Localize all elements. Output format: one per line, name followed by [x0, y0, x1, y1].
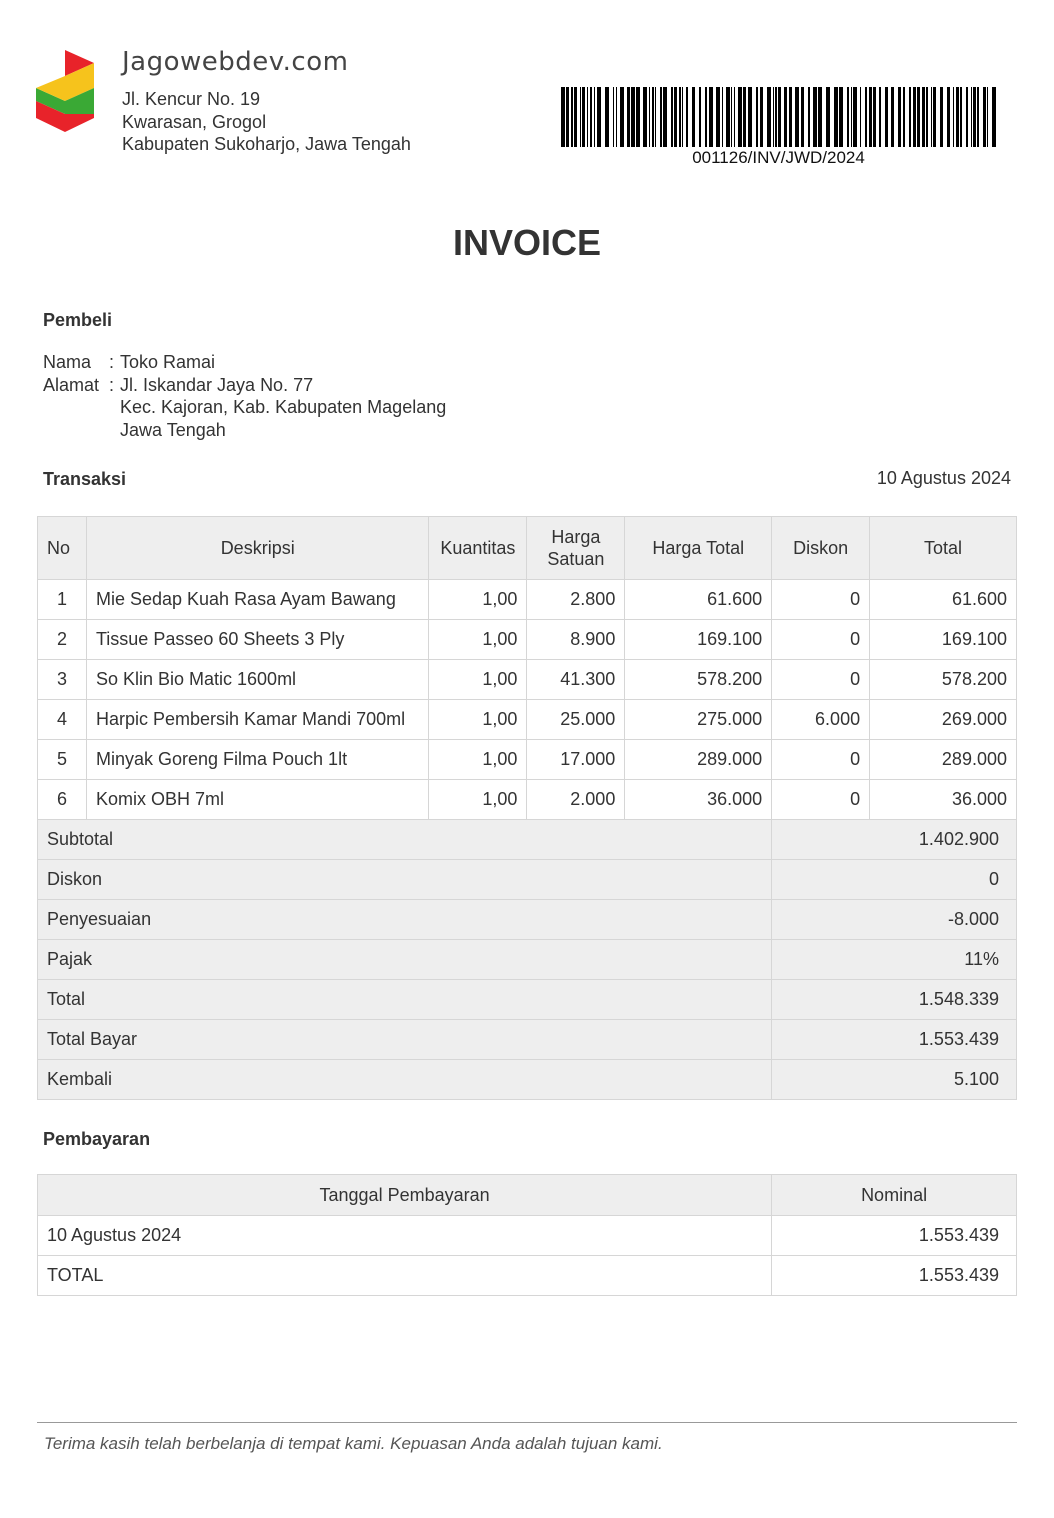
barcode-bar	[699, 87, 701, 147]
barcode-bar	[873, 87, 876, 147]
transaction-date: 10 Agustus 2024	[876, 468, 1011, 488]
barcode-bar	[879, 87, 881, 147]
buyer-address-line: Jawa Tengah	[120, 420, 226, 441]
item-no: 5	[38, 740, 87, 780]
barcode-bar	[773, 87, 774, 147]
item-discount: 0	[772, 660, 870, 700]
barcode-bar	[674, 87, 677, 147]
summary-label: Pajak	[38, 940, 772, 980]
barcode-bar	[922, 87, 925, 147]
barcode-bar	[960, 87, 962, 147]
item-discount: 0	[772, 580, 870, 620]
item-total: 289.000	[870, 740, 1017, 780]
page-title: INVOICE	[452, 222, 602, 263]
column-header: Nominal	[772, 1175, 1017, 1216]
item-description: Harpic Pembersih Kamar Mandi 700ml	[86, 700, 428, 740]
barcode-bar	[953, 87, 954, 147]
barcode-bar	[686, 87, 688, 147]
barcode-bar	[660, 87, 662, 147]
barcode-bar	[597, 87, 601, 147]
table-header-row	[38, 1175, 1017, 1216]
footer-divider	[37, 1422, 1017, 1423]
item-total: 61.600	[870, 580, 1017, 620]
item-total: 578.200	[870, 660, 1017, 700]
summary-value: 1.548.339	[772, 980, 1017, 1020]
barcode-bar	[594, 87, 595, 147]
barcode-bar	[671, 87, 673, 147]
payment-total-amount: 1.553.439	[772, 1256, 1017, 1296]
item-description: Komix OBH 7ml	[86, 780, 428, 820]
buyer-heading: Pembeli	[43, 310, 113, 330]
company-address	[122, 88, 411, 156]
buyer-address-label: Alamat	[43, 374, 100, 395]
company-address-line: Kabupaten Sukoharjo, Jawa Tengah	[122, 134, 411, 154]
barcode-bar	[987, 87, 988, 147]
transaction-heading: Transaksi	[43, 469, 127, 489]
barcode-bar	[947, 87, 950, 147]
barcode-bar	[860, 87, 861, 147]
item-description: Mie Sedap Kuah Rasa Ayam Bawang	[86, 580, 428, 620]
invoice-number: 001126/INV/JWD/2024	[692, 148, 865, 167]
item-quantity: 1,00	[429, 700, 527, 740]
item-no: 1	[38, 580, 87, 620]
barcode-bar	[973, 87, 976, 147]
table-row	[38, 1256, 1017, 1296]
barcode-bar	[898, 87, 901, 147]
barcode-bar	[992, 87, 996, 147]
barcode-bar	[778, 87, 781, 147]
barcode-bar	[956, 87, 959, 147]
payment-total-label: TOTAL	[38, 1256, 772, 1296]
barcode-bar	[869, 87, 872, 147]
table-row	[38, 740, 1017, 780]
barcode-bar	[756, 87, 758, 147]
item-no: 3	[38, 660, 87, 700]
table-header-row	[38, 517, 1017, 580]
barcode-bar	[580, 87, 581, 147]
barcode-bar	[705, 87, 707, 147]
barcode-bar	[679, 87, 681, 147]
barcode-bar	[663, 87, 667, 147]
item-subtotal: 61.600	[625, 580, 772, 620]
barcode-bar	[784, 87, 787, 147]
item-total: 269.000	[870, 700, 1017, 740]
barcode-bar	[940, 87, 943, 147]
barcode-bar	[726, 87, 730, 147]
barcode-bar	[801, 87, 804, 147]
table-row	[38, 660, 1017, 700]
item-unit-price: 17.000	[527, 740, 625, 780]
summary-value: 1.553.439	[772, 1020, 1017, 1060]
column-header: Kuantitas	[429, 517, 527, 580]
item-quantity: 1,00	[429, 620, 527, 660]
barcode-bar	[847, 87, 849, 147]
barcode-bar	[933, 87, 936, 147]
barcode-bar	[574, 87, 577, 147]
item-description: Minyak Goreng Filma Pouch 1lt	[86, 740, 428, 780]
column-header: Deskripsi	[86, 517, 428, 580]
buyer-address-line: Kec. Kajoran, Kab. Kabupaten Magelang	[120, 397, 447, 418]
payment-amount: 1.553.439	[772, 1216, 1017, 1256]
barcode-bar	[652, 87, 654, 147]
barcode-bar	[818, 87, 822, 147]
items-table	[37, 516, 1017, 1100]
payment-date: 10 Agustus 2024	[38, 1216, 772, 1256]
summary-row-adjustment	[38, 900, 1017, 940]
barcode-bar	[571, 87, 573, 147]
summary-value: 0	[772, 860, 1017, 900]
barcode-bar	[590, 87, 592, 147]
item-unit-price: 8.900	[527, 620, 625, 660]
buyer-name: Toko Ramai	[120, 352, 216, 372]
item-no: 2	[38, 620, 87, 660]
item-subtotal: 36.000	[625, 780, 772, 820]
barcode-bar	[834, 87, 838, 147]
column-header: Tanggal Pembayaran	[38, 1175, 772, 1216]
item-unit-price: 25.000	[527, 700, 625, 740]
barcode-bar	[649, 87, 650, 147]
barcode-bar	[682, 87, 683, 147]
barcode-bar	[587, 87, 588, 147]
summary-row-tax	[38, 940, 1017, 980]
company-name: Jagowebdev.com	[122, 47, 349, 77]
barcode-bar	[748, 87, 752, 147]
barcode-bar	[561, 87, 565, 147]
barcode-bar	[917, 87, 920, 147]
barcode-bar	[582, 87, 585, 147]
item-total: 169.100	[870, 620, 1017, 660]
item-unit-price: 41.300	[527, 660, 625, 700]
barcode-bar	[789, 87, 792, 147]
barcode-bar	[826, 87, 830, 147]
barcode-bar	[813, 87, 817, 147]
summary-label: Subtotal	[38, 820, 772, 860]
barcode-bar	[775, 87, 777, 147]
table-row	[38, 780, 1017, 820]
barcode-bar	[971, 87, 972, 147]
item-quantity: 1,00	[429, 740, 527, 780]
barcode	[561, 87, 996, 147]
barcode-bar	[966, 87, 968, 147]
buyer-name-label: Nama	[43, 352, 92, 372]
barcode-bar	[977, 87, 979, 147]
barcode-bar	[913, 87, 916, 147]
table-row	[38, 620, 1017, 660]
barcode-bar	[865, 87, 867, 147]
item-no: 6	[38, 780, 87, 820]
barcode-bar	[851, 87, 852, 147]
item-unit-price: 2.800	[527, 580, 625, 620]
summary-label: Kembali	[38, 1060, 772, 1100]
barcode-bar	[620, 87, 624, 147]
table-row	[38, 700, 1017, 740]
barcode-bar	[655, 87, 656, 147]
barcode-bar	[709, 87, 713, 147]
table-row	[38, 1216, 1017, 1256]
barcode-bar	[722, 87, 723, 147]
summary-value: -8.000	[772, 900, 1017, 940]
table-row	[38, 580, 1017, 620]
summary-label: Diskon	[38, 860, 772, 900]
barcode-bar	[839, 87, 843, 147]
barcode-bar	[631, 87, 635, 147]
barcode-bar	[734, 87, 735, 147]
barcode-bar	[983, 87, 986, 147]
barcode-bar	[903, 87, 905, 147]
barcode-bar	[613, 87, 614, 147]
barcode-bar	[931, 87, 932, 147]
column-header: Diskon	[772, 517, 870, 580]
item-total: 36.000	[870, 780, 1017, 820]
barcode-bar	[909, 87, 911, 147]
barcode-bar	[926, 87, 928, 147]
summary-label: Penyesuaian	[38, 900, 772, 940]
item-discount: 6.000	[772, 700, 870, 740]
summary-row-amount-paid	[38, 1020, 1017, 1060]
summary-row-total	[38, 980, 1017, 1020]
buyer-details: Nama : Toko Ramai Alamat : Jl. Iskandar Jaya No. 77 Kec. Kajoran, Kab. Kabupaten Magelang Jawa Tengah	[43, 352, 447, 441]
barcode-bar	[808, 87, 810, 147]
item-subtotal: 169.100	[625, 620, 772, 660]
summary-row-change	[38, 1060, 1017, 1100]
barcode-bar	[760, 87, 763, 147]
item-quantity: 1,00	[429, 580, 527, 620]
summary-label: Total Bayar	[38, 1020, 772, 1060]
barcode-bar	[566, 87, 569, 147]
barcode-bar	[605, 87, 609, 147]
item-discount: 0	[772, 780, 870, 820]
barcode-bar	[636, 87, 640, 147]
summary-row-discount	[38, 860, 1017, 900]
barcode-bar	[885, 87, 888, 147]
barcode-bar	[738, 87, 742, 147]
barcode-bar	[643, 87, 647, 147]
item-subtotal: 578.200	[625, 660, 772, 700]
item-discount: 0	[772, 620, 870, 660]
item-quantity: 1,00	[429, 780, 527, 820]
barcode-bar	[795, 87, 799, 147]
payment-table	[37, 1174, 1017, 1296]
item-no: 4	[38, 700, 87, 740]
footer-note: Terima kasih telah berbelanja di tempat kami. Kepuasan Anda adalah tujuan kami.	[44, 1434, 663, 1453]
column-header: Harga Satuan	[527, 517, 625, 580]
barcode-bar	[743, 87, 746, 147]
item-subtotal: 275.000	[625, 700, 772, 740]
summary-row-subtotal	[38, 820, 1017, 860]
column-header: No	[38, 517, 87, 580]
company-logo-icon	[36, 50, 94, 132]
barcode-bar	[767, 87, 771, 147]
barcode-bar	[853, 87, 857, 147]
buyer-address-line: Jl. Iskandar Jaya No. 77	[120, 374, 314, 395]
summary-value: 1.402.900	[772, 820, 1017, 860]
payment-heading: Pembayaran	[43, 1129, 151, 1149]
company-address-line: Jl. Kencur No. 19	[122, 89, 261, 109]
column-header: Harga Total	[625, 517, 772, 580]
item-description: So Klin Bio Matic 1600ml	[86, 660, 428, 700]
item-unit-price: 2.000	[527, 780, 625, 820]
barcode-bar	[692, 87, 695, 147]
summary-value: 5.100	[772, 1060, 1017, 1100]
summary-label: Total	[38, 980, 772, 1020]
item-subtotal: 289.000	[625, 740, 772, 780]
item-description: Tissue Passeo 60 Sheets 3 Ply	[86, 620, 428, 660]
item-quantity: 1,00	[429, 660, 527, 700]
item-discount: 0	[772, 740, 870, 780]
barcode-bar	[731, 87, 732, 147]
barcode-bar	[716, 87, 720, 147]
summary-value: 11%	[772, 940, 1017, 980]
column-header: Total	[870, 517, 1017, 580]
barcode-bar	[616, 87, 617, 147]
barcode-bar	[627, 87, 630, 147]
barcode-bar	[891, 87, 894, 147]
company-address-line: Kwarasan, Grogol	[122, 111, 267, 132]
